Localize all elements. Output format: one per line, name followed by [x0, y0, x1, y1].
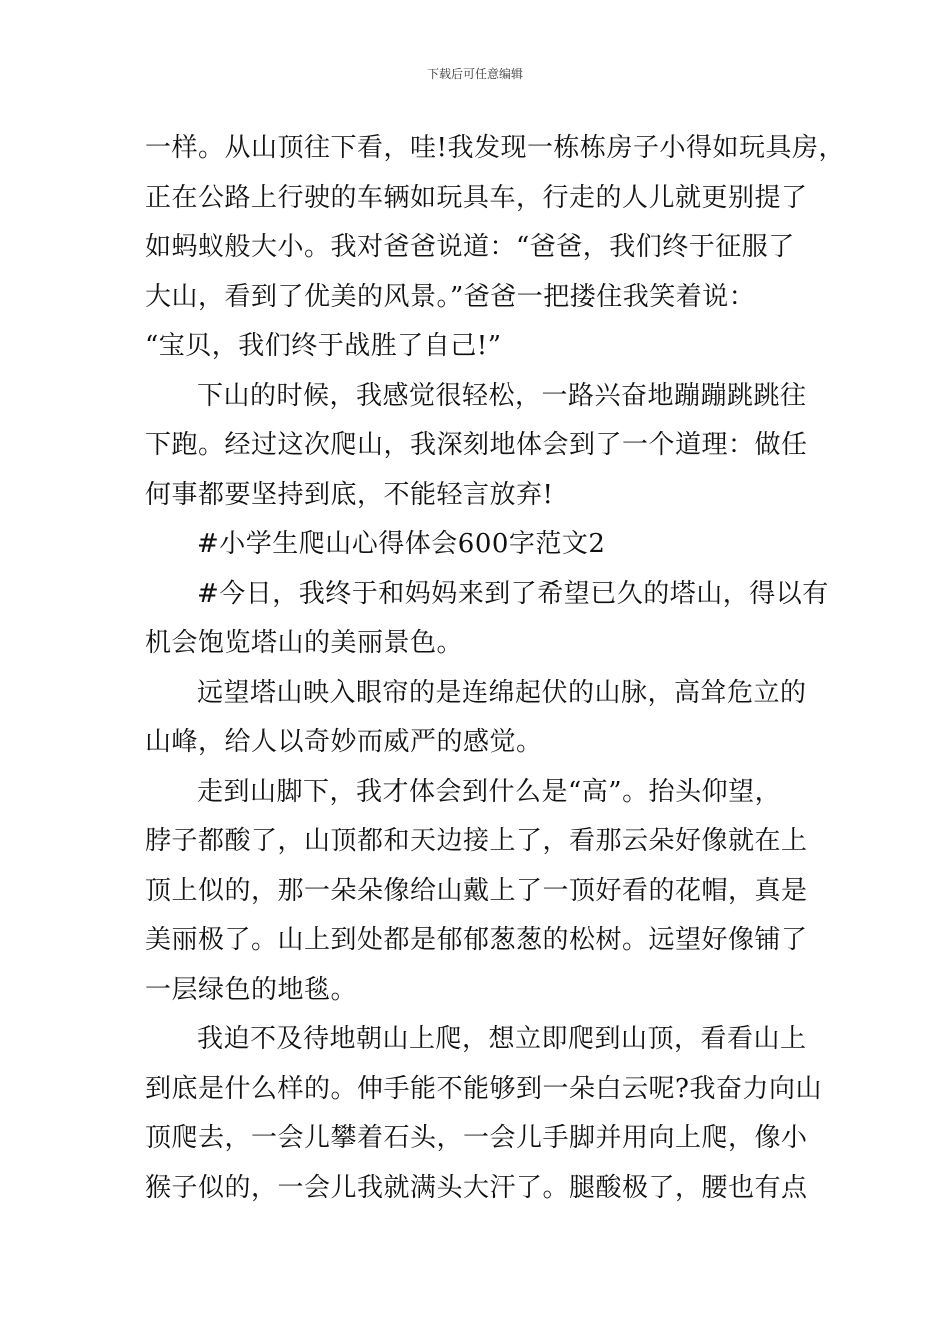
- text-line: 下跑。经过这次爬山，我深刻地体会到了一个道理：做任: [145, 430, 808, 460]
- text-line: 一层绿色的地毯。: [145, 974, 358, 1005]
- text-line: 如蚂蚁般大小。我对爸爸说道：“爸爸，我们终于征服了: [145, 232, 795, 262]
- text-line: 我迫不及待地朝山上爬，想立即爬到山顶，看看山上: [197, 1024, 807, 1054]
- text-line: 正在公路上行驶的车辆如玩具车，行走的人儿就更别提了: [145, 182, 808, 213]
- text-line: 顶上似的，那一朵朵像给山戴上了一顶好看的花帽，真是: [145, 875, 808, 906]
- text-line: 顶爬去，一会儿攀着石头，一会儿手脚并用向上爬，像小: [145, 1123, 808, 1153]
- text-line: 大山，看到了优美的风景。”爸爸一把搂住我笑着说：: [145, 281, 756, 312]
- text-line: 何事都要坚持到底，不能轻言放弃!: [145, 479, 554, 510]
- section-heading-line: #小学生爬山心得体会600字范文2: [197, 529, 606, 559]
- text-line: 走到山脚下，我才体会到什么是“高”。抬头仰望，: [197, 776, 782, 807]
- text-line: “宝贝，我们终于战胜了自己!”: [145, 331, 502, 361]
- text-line: 美丽极了。山上到处都是郁郁葱葱的松树。远望好像铺了: [145, 925, 808, 955]
- document-body: [145, 124, 845, 1213]
- text-line: 脖子都酸了，山顶都和天边接上了，看那云朵好像就在上: [145, 826, 808, 856]
- text-line: 远望塔山映入眼帘的是连绵起伏的山脉，高耸危立的: [197, 677, 807, 708]
- text-line: 猴子似的，一会儿我就满头大汗了。腿酸极了，腰也有点: [145, 1172, 808, 1203]
- text-line: 下山的时候，我感觉很轻松，一路兴奋地蹦蹦跳跳往: [197, 380, 807, 411]
- page-header: 下载后可任意编辑: [426, 67, 523, 81]
- text-line: 山峰，给人以奇妙而威严的感觉。: [145, 727, 543, 757]
- text-line: 机会饱览塔山的美丽景色。: [145, 628, 464, 658]
- text-line: 一样。从山顶往下看，哇!我发现一栋栋房子小得如玩具房，: [145, 133, 845, 163]
- text-line: 到底是什么样的。伸手能不能够到一朵白云呢?我奋力向山: [145, 1073, 822, 1104]
- text-line: #今日，我终于和妈妈来到了希望已久的塔山，得以有: [197, 578, 829, 609]
